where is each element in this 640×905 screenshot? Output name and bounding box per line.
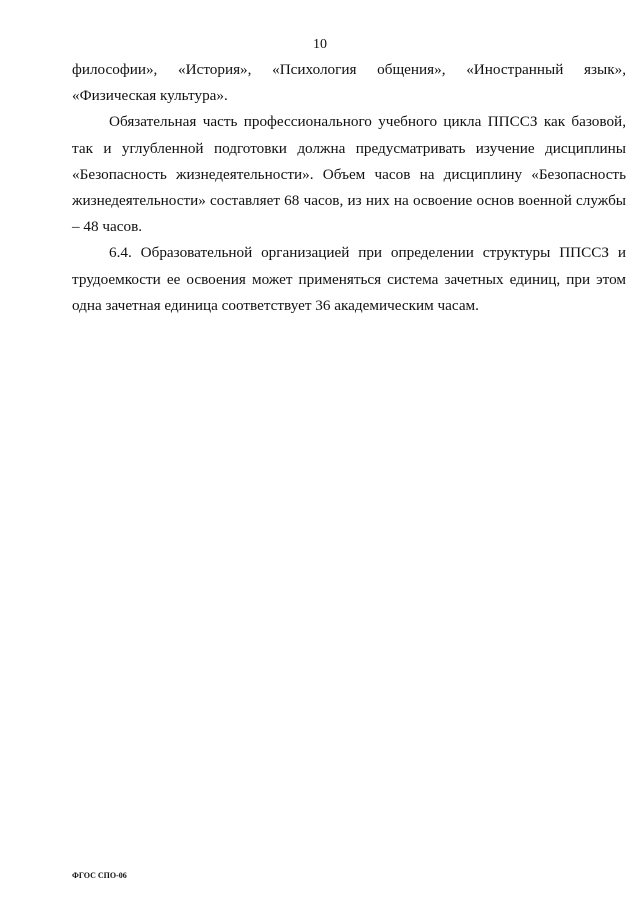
document-body (72, 57, 626, 319)
paragraph-section-6-4: 6.4. Образовательной организацией при определении структуры ППССЗ и трудоемкости ее освоения может применяться система зачетных единиц, при этом одна зачетная единица соответствует 36 академическим часам. (72, 244, 626, 314)
footer-document-code: ФГОС СПО-06 (72, 871, 127, 880)
page-number: 10 (313, 37, 327, 52)
paragraph-mandatory-part: Обязательная часть профессионального учебного цикла ППССЗ как базовой, так и углубленной подготовки должна предусматривать изучение дисциплины «Безопасность жизнедеятельности». Объем часов на дисциплину «Безопасность жизнедеятельности» составляет 68 часов, из них на освоение основ военной службы – 48 часов. (72, 113, 626, 236)
paragraph-continuation: философии», «История», «Психология общения», «Иностранный язык», «Физическая культура». (72, 61, 626, 105)
